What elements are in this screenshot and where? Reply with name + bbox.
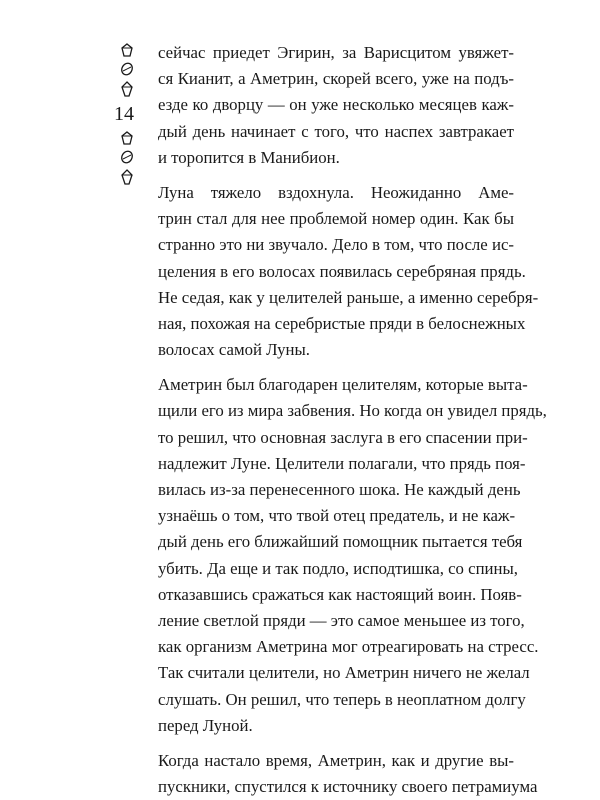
text-line: пускники, спустился к источнику своего петрамиума bbox=[158, 777, 538, 797]
text-line: странно это ни звучало. Дело в том, что после ис- bbox=[158, 235, 514, 255]
text-line: Так считали целители, но Аметрин ничего не желал bbox=[158, 663, 530, 683]
text-line: перед Луной. bbox=[158, 715, 253, 735]
body-text bbox=[158, 40, 547, 800]
gem-icon bbox=[120, 43, 134, 59]
text-line: щили его из мира забвения. Но когда он увидел прядь, bbox=[158, 401, 547, 421]
text-line: сейчас приедет Эгирин, за Варисцитом увяжет- bbox=[158, 43, 514, 62]
text-line: отказавшись сражаться как настоящий воин. Появ- bbox=[158, 584, 522, 604]
text-line: Аметрин был благодарен целителям, которые выта- bbox=[158, 375, 528, 395]
text-line: слушать. Он решил, что теперь в неоплатном долгу bbox=[158, 689, 526, 709]
paragraph bbox=[158, 372, 547, 739]
text-line: Не седая, как у целителей раньше, а именно серебря- bbox=[158, 287, 539, 307]
text-line: ся Кианит, а Аметрин, скорей всего, уже на подъ- bbox=[158, 69, 514, 89]
text-line: ление светлой пряди — это самое меньшее из того, bbox=[158, 610, 525, 630]
text-line: трин стал для нее проблемой номер один. Как бы bbox=[158, 209, 514, 229]
text-line: надлежит Луне. Целители полагали, что прядь поя- bbox=[158, 453, 526, 473]
text-line: как организм Аметрина мог отреагировать на стресс. bbox=[158, 637, 539, 657]
text-line: ная, похожая на серебристые пряди в белоснежных bbox=[158, 313, 526, 333]
paragraph bbox=[158, 748, 538, 800]
text-line: дый день начинает с того, что наспех завтракает bbox=[158, 121, 514, 141]
paragraph bbox=[158, 180, 539, 363]
text-line: целения в его волосах появилась серебряная прядь. bbox=[158, 261, 526, 281]
text-line: езде ко дворцу — он уже несколько месяцев каж- bbox=[158, 95, 514, 115]
text-line: убить. Да еще и так подло, исподтишка, со спины, bbox=[158, 558, 518, 578]
text-line: вилась из-за перенесенного шока. Не каждый день bbox=[158, 480, 521, 499]
text-line: и торопится в Манибион. bbox=[158, 147, 340, 167]
gem-icon bbox=[120, 62, 134, 78]
text-line: Когда настало время, Аметрин, как и другие вы- bbox=[158, 750, 514, 770]
text-line: Луна тяжело вздохнула. Неожиданно Аме- bbox=[158, 182, 514, 202]
text-line: узнаёшь о том, что твой отец предатель, и не каж- bbox=[158, 506, 516, 526]
gem-icon bbox=[120, 169, 134, 185]
text-line: то решил, что основная заслуга в его спасении при- bbox=[158, 427, 528, 447]
paragraph bbox=[158, 40, 514, 171]
gem-icon bbox=[120, 81, 134, 97]
gem-icon bbox=[120, 131, 134, 147]
page-margin-ornament bbox=[114, 43, 142, 193]
text-line: дый день его ближайший помощник пытается тебя bbox=[158, 532, 523, 552]
text-line: волосах самой Луны. bbox=[158, 340, 310, 360]
page-number: 14 bbox=[114, 103, 134, 125]
gem-icon bbox=[120, 150, 134, 166]
